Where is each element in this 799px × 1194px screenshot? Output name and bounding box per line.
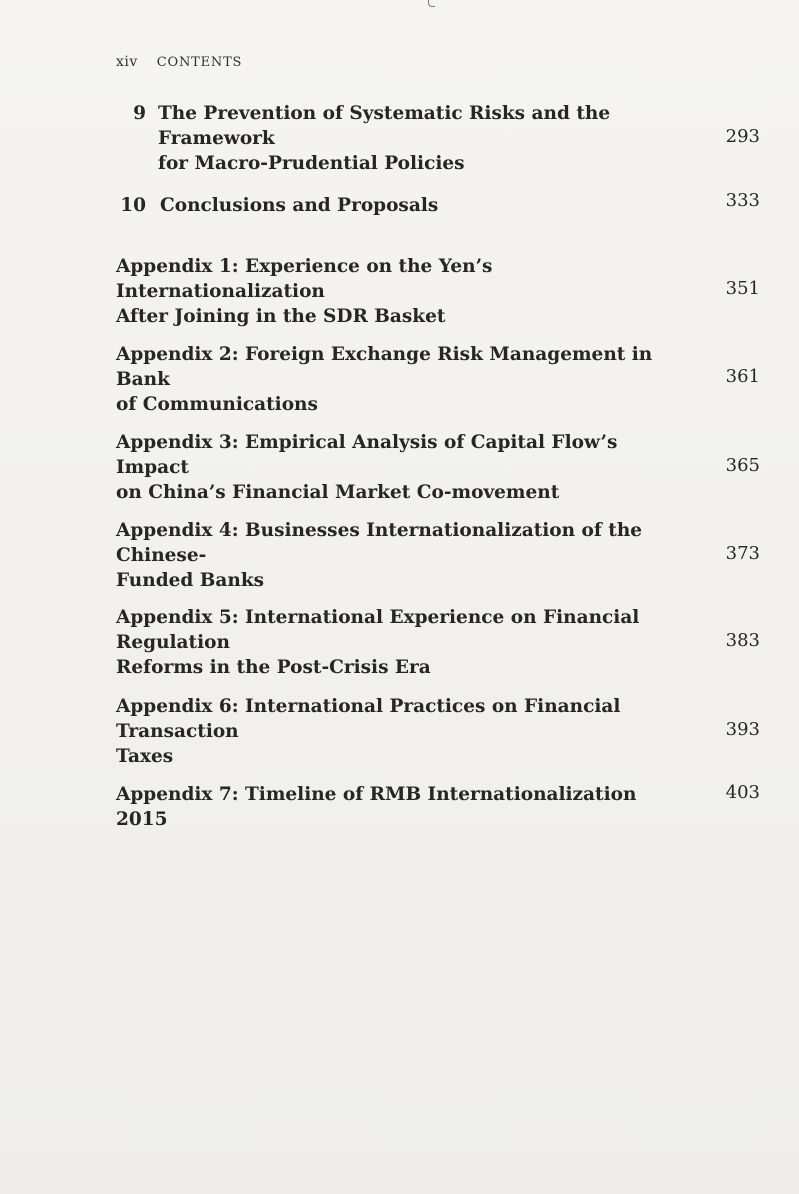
entry-page-number: 403 [725, 782, 760, 803]
entry-title-line: on China’s Financial Market Co-movement [116, 482, 560, 503]
chapter-number: 10 [120, 195, 146, 216]
entry-page-number: 333 [725, 190, 760, 211]
toc-entry-appendix-5[interactable] [116, 605, 760, 680]
page-corner-mark [428, 0, 435, 7]
entry-title-line: Appendix 4: Businesses Internationalization of the Chinese- [116, 520, 643, 566]
entry-title-line: Appendix 3: Empirical Analysis of Capital Flow’s Impact [116, 432, 618, 478]
entry-title-line: for Macro-Prudential Policies [158, 153, 465, 174]
entry-title-line: Appendix 2: Foreign Exchange Risk Management in Bank [116, 344, 653, 390]
entry-title-line: After Joining in the SDR Basket [116, 306, 446, 327]
entry-page-number: 365 [725, 455, 760, 476]
entry-title-line: Funded Banks [116, 570, 265, 591]
entry-title [116, 254, 760, 329]
toc-entry-chapter-10[interactable] [116, 190, 760, 218]
entry-title [116, 694, 760, 769]
entry-title-line: Reforms in the Post-Crisis Era [116, 657, 431, 678]
entry-title [116, 518, 760, 593]
entry-title [160, 193, 760, 218]
entry-title [116, 782, 760, 832]
entry-title-line: of Communications [116, 394, 318, 415]
entry-page-number: 373 [725, 543, 760, 564]
toc-entry-appendix-6[interactable] [116, 694, 760, 769]
entry-title [116, 430, 760, 505]
entry-title-line: Appendix 7: Timeline of RMB Internationalization 2015 [116, 784, 637, 830]
toc-entry-appendix-1[interactable] [116, 254, 760, 329]
entry-title [158, 101, 760, 176]
entry-page-number: 361 [725, 366, 760, 387]
entry-title-line: The Prevention of Systematic Risks and the Framework [158, 103, 611, 149]
entry-page-number: 393 [725, 719, 760, 740]
entry-title-line: Taxes [116, 746, 174, 767]
entry-title [116, 342, 760, 417]
entry-title-line: Appendix 6: International Practices on Financial Transaction [116, 696, 621, 742]
entry-title-line: Appendix 5: International Experience on Financial Regulation [116, 607, 640, 653]
folio: xiv [116, 54, 138, 70]
toc-entry-appendix-2[interactable] [116, 342, 760, 417]
toc-entry-appendix-7[interactable] [116, 782, 760, 832]
entry-page-number: 351 [725, 278, 760, 299]
toc-entry-appendix-3[interactable] [116, 430, 760, 505]
running-head [116, 54, 242, 70]
entry-page-number: 293 [725, 126, 760, 147]
entry-title-line: Appendix 1: Experience on the Yen’s Internationalization [116, 256, 493, 302]
entry-title [116, 605, 760, 680]
toc-entry-chapter-9[interactable] [116, 101, 760, 176]
toc-entry-appendix-4[interactable] [116, 518, 760, 593]
running-head-label: CONTENTS [156, 55, 243, 70]
chapter-number: 9 [133, 103, 146, 124]
entry-page-number: 383 [725, 630, 760, 651]
entry-title-line: Conclusions and Proposals [160, 195, 439, 216]
